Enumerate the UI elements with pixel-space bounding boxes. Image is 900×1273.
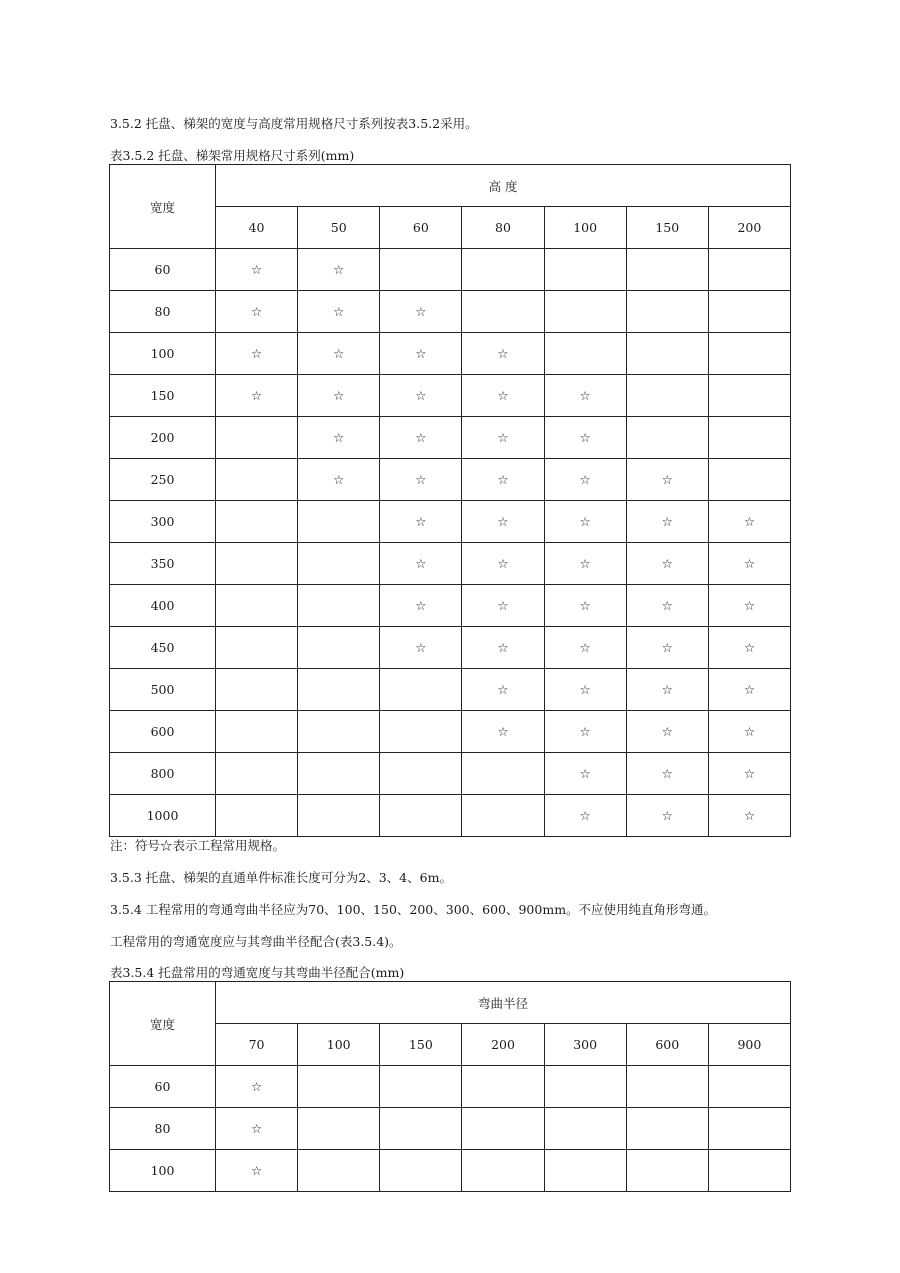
star-mark-cell: ☆ [626, 543, 708, 585]
empty-cell [544, 333, 626, 375]
star-mark-cell: ☆ [708, 543, 790, 585]
table-row [110, 501, 791, 543]
empty-cell [544, 1150, 626, 1192]
column-header: 600 [626, 1024, 708, 1066]
star-mark-cell: ☆ [462, 501, 544, 543]
empty-cell [298, 1150, 380, 1192]
row-label-width: 200 [110, 417, 216, 459]
table-row [110, 291, 791, 333]
empty-cell [462, 249, 544, 291]
empty-cell [708, 333, 790, 375]
star-mark-cell: ☆ [216, 291, 298, 333]
row-label-width: 1000 [110, 795, 216, 837]
table-row [110, 585, 791, 627]
star-mark-cell: ☆ [216, 333, 298, 375]
empty-cell [626, 291, 708, 333]
star-mark-cell: ☆ [380, 417, 462, 459]
table-row [110, 753, 791, 795]
star-mark-cell: ☆ [626, 501, 708, 543]
column-header: 80 [462, 207, 544, 249]
star-mark-cell: ☆ [708, 669, 790, 711]
empty-cell [626, 417, 708, 459]
empty-cell [298, 753, 380, 795]
star-mark-cell: ☆ [544, 669, 626, 711]
star-mark-cell: ☆ [708, 585, 790, 627]
table-row [110, 711, 791, 753]
row-label-width: 350 [110, 543, 216, 585]
empty-cell [708, 291, 790, 333]
star-mark-cell: ☆ [298, 375, 380, 417]
star-mark-cell: ☆ [544, 543, 626, 585]
table-3-5-4 [109, 981, 791, 1192]
table-row [110, 375, 791, 417]
empty-cell [626, 249, 708, 291]
empty-cell [380, 795, 462, 837]
star-mark-cell: ☆ [544, 627, 626, 669]
column-group-header-height: 高 度 [216, 165, 791, 207]
empty-cell [462, 1066, 544, 1108]
paragraph-3-5-2: 3.5.2 托盘、梯架的宽度与高度常用规格尺寸系列按表3.5.2采用。 [110, 116, 478, 131]
star-mark-cell: ☆ [544, 753, 626, 795]
star-mark-cell: ☆ [544, 711, 626, 753]
row-label-width: 80 [110, 291, 216, 333]
empty-cell [626, 1150, 708, 1192]
empty-cell [298, 711, 380, 753]
star-mark-cell: ☆ [626, 669, 708, 711]
star-mark-cell: ☆ [462, 459, 544, 501]
row-label-width: 250 [110, 459, 216, 501]
star-mark-cell: ☆ [544, 501, 626, 543]
table-3-5-2-caption: 表3.5.2 托盘、梯架常用规格尺寸系列(mm) [110, 148, 355, 163]
star-mark-cell: ☆ [380, 375, 462, 417]
star-mark-cell: ☆ [216, 1108, 298, 1150]
column-header: 70 [216, 1024, 298, 1066]
empty-cell [708, 1108, 790, 1150]
star-mark-cell: ☆ [380, 627, 462, 669]
empty-cell [544, 1108, 626, 1150]
star-mark-cell: ☆ [626, 585, 708, 627]
star-mark-cell: ☆ [708, 627, 790, 669]
row-label-width: 60 [110, 249, 216, 291]
table-row [110, 1108, 791, 1150]
table-row [110, 417, 791, 459]
star-mark-cell: ☆ [462, 333, 544, 375]
row-header-width: 宽度 [110, 165, 216, 249]
star-mark-cell: ☆ [380, 291, 462, 333]
empty-cell [708, 459, 790, 501]
empty-cell [298, 585, 380, 627]
star-mark-cell: ☆ [462, 585, 544, 627]
star-mark-cell: ☆ [462, 627, 544, 669]
star-mark-cell: ☆ [626, 459, 708, 501]
star-mark-cell: ☆ [462, 375, 544, 417]
row-label-width: 450 [110, 627, 216, 669]
star-mark-cell: ☆ [544, 375, 626, 417]
column-header: 60 [380, 207, 462, 249]
empty-cell [298, 795, 380, 837]
table-row [110, 459, 791, 501]
empty-cell [708, 249, 790, 291]
star-mark-cell: ☆ [544, 459, 626, 501]
empty-cell [298, 1108, 380, 1150]
column-header: 200 [462, 1024, 544, 1066]
empty-cell [216, 417, 298, 459]
row-label-width: 150 [110, 375, 216, 417]
empty-cell [380, 753, 462, 795]
paragraph-3-5-3: 3.5.3 托盘、梯架的直通单件标准长度可分为2、3、4、6m。 [110, 870, 452, 885]
empty-cell [462, 1108, 544, 1150]
empty-cell [298, 543, 380, 585]
empty-cell [216, 501, 298, 543]
star-mark-cell: ☆ [626, 795, 708, 837]
star-mark-cell: ☆ [708, 795, 790, 837]
empty-cell [380, 669, 462, 711]
star-mark-cell: ☆ [462, 669, 544, 711]
empty-cell [216, 627, 298, 669]
column-header: 100 [298, 1024, 380, 1066]
column-header: 900 [708, 1024, 790, 1066]
empty-cell [380, 1150, 462, 1192]
empty-cell [626, 375, 708, 417]
row-label-width: 300 [110, 501, 216, 543]
empty-cell [216, 459, 298, 501]
star-mark-cell: ☆ [462, 417, 544, 459]
empty-cell [544, 1066, 626, 1108]
star-mark-cell: ☆ [298, 459, 380, 501]
empty-cell [544, 249, 626, 291]
empty-cell [462, 795, 544, 837]
empty-cell [626, 1066, 708, 1108]
star-mark-cell: ☆ [544, 795, 626, 837]
row-label-width: 60 [110, 1066, 216, 1108]
table-row [110, 669, 791, 711]
star-mark-cell: ☆ [462, 711, 544, 753]
star-mark-cell: ☆ [216, 375, 298, 417]
star-mark-cell: ☆ [298, 249, 380, 291]
empty-cell [626, 333, 708, 375]
star-mark-cell: ☆ [380, 585, 462, 627]
star-mark-cell: ☆ [298, 333, 380, 375]
star-mark-cell: ☆ [462, 543, 544, 585]
paragraph-3-5-4-continued: 工程常用的弯通宽度应与其弯曲半径配合(表3.5.4)。 [110, 934, 402, 949]
table-header-row [110, 982, 791, 1024]
table-3-5-4-caption: 表3.5.4 托盘常用的弯通宽度与其弯曲半径配合(mm) [110, 965, 405, 980]
star-mark-cell: ☆ [626, 627, 708, 669]
column-header: 150 [626, 207, 708, 249]
empty-cell [708, 1066, 790, 1108]
table-row [110, 1150, 791, 1192]
empty-cell [380, 1108, 462, 1150]
empty-cell [544, 291, 626, 333]
star-mark-cell: ☆ [216, 249, 298, 291]
table-3-5-2 [109, 164, 791, 837]
empty-cell [462, 1150, 544, 1192]
star-mark-cell: ☆ [708, 753, 790, 795]
star-mark-cell: ☆ [626, 753, 708, 795]
star-mark-cell: ☆ [708, 501, 790, 543]
star-mark-cell: ☆ [380, 459, 462, 501]
empty-cell [298, 669, 380, 711]
empty-cell [380, 249, 462, 291]
star-mark-cell: ☆ [544, 585, 626, 627]
star-mark-cell: ☆ [298, 291, 380, 333]
column-header: 50 [298, 207, 380, 249]
empty-cell [626, 1108, 708, 1150]
column-header: 150 [380, 1024, 462, 1066]
star-mark-cell: ☆ [544, 417, 626, 459]
empty-cell [708, 1150, 790, 1192]
row-label-width: 100 [110, 333, 216, 375]
empty-cell [216, 753, 298, 795]
empty-cell [216, 669, 298, 711]
column-group-header-bend-radius: 弯曲半径 [216, 982, 791, 1024]
star-mark-cell: ☆ [708, 711, 790, 753]
table-row [110, 627, 791, 669]
star-mark-cell: ☆ [380, 501, 462, 543]
column-header: 300 [544, 1024, 626, 1066]
star-mark-cell: ☆ [626, 711, 708, 753]
table-header-row [110, 165, 791, 207]
column-header: 40 [216, 207, 298, 249]
table-row [110, 249, 791, 291]
empty-cell [216, 795, 298, 837]
empty-cell [298, 501, 380, 543]
empty-cell [298, 627, 380, 669]
row-label-width: 400 [110, 585, 216, 627]
row-label-width: 800 [110, 753, 216, 795]
empty-cell [216, 585, 298, 627]
column-header: 200 [708, 207, 790, 249]
row-label-width: 500 [110, 669, 216, 711]
empty-cell [462, 291, 544, 333]
empty-cell [462, 753, 544, 795]
column-header: 100 [544, 207, 626, 249]
star-mark-cell: ☆ [380, 333, 462, 375]
star-mark-cell: ☆ [216, 1150, 298, 1192]
table-row [110, 543, 791, 585]
empty-cell [216, 711, 298, 753]
table-note: 注：符号☆表示工程常用规格。 [110, 838, 286, 853]
paragraph-3-5-4: 3.5.4 工程常用的弯通弯曲半径应为70、100、150、200、300、600、900mm。不应使用纯直角形弯通。 [110, 902, 717, 917]
table-row [110, 333, 791, 375]
empty-cell [216, 543, 298, 585]
table-row [110, 795, 791, 837]
table-row [110, 1066, 791, 1108]
empty-cell [708, 375, 790, 417]
empty-cell [380, 711, 462, 753]
star-mark-cell: ☆ [298, 417, 380, 459]
row-header-width: 宽度 [110, 982, 216, 1066]
row-label-width: 100 [110, 1150, 216, 1192]
row-label-width: 600 [110, 711, 216, 753]
star-mark-cell: ☆ [380, 543, 462, 585]
empty-cell [298, 1066, 380, 1108]
empty-cell [708, 417, 790, 459]
star-mark-cell: ☆ [216, 1066, 298, 1108]
row-label-width: 80 [110, 1108, 216, 1150]
empty-cell [380, 1066, 462, 1108]
